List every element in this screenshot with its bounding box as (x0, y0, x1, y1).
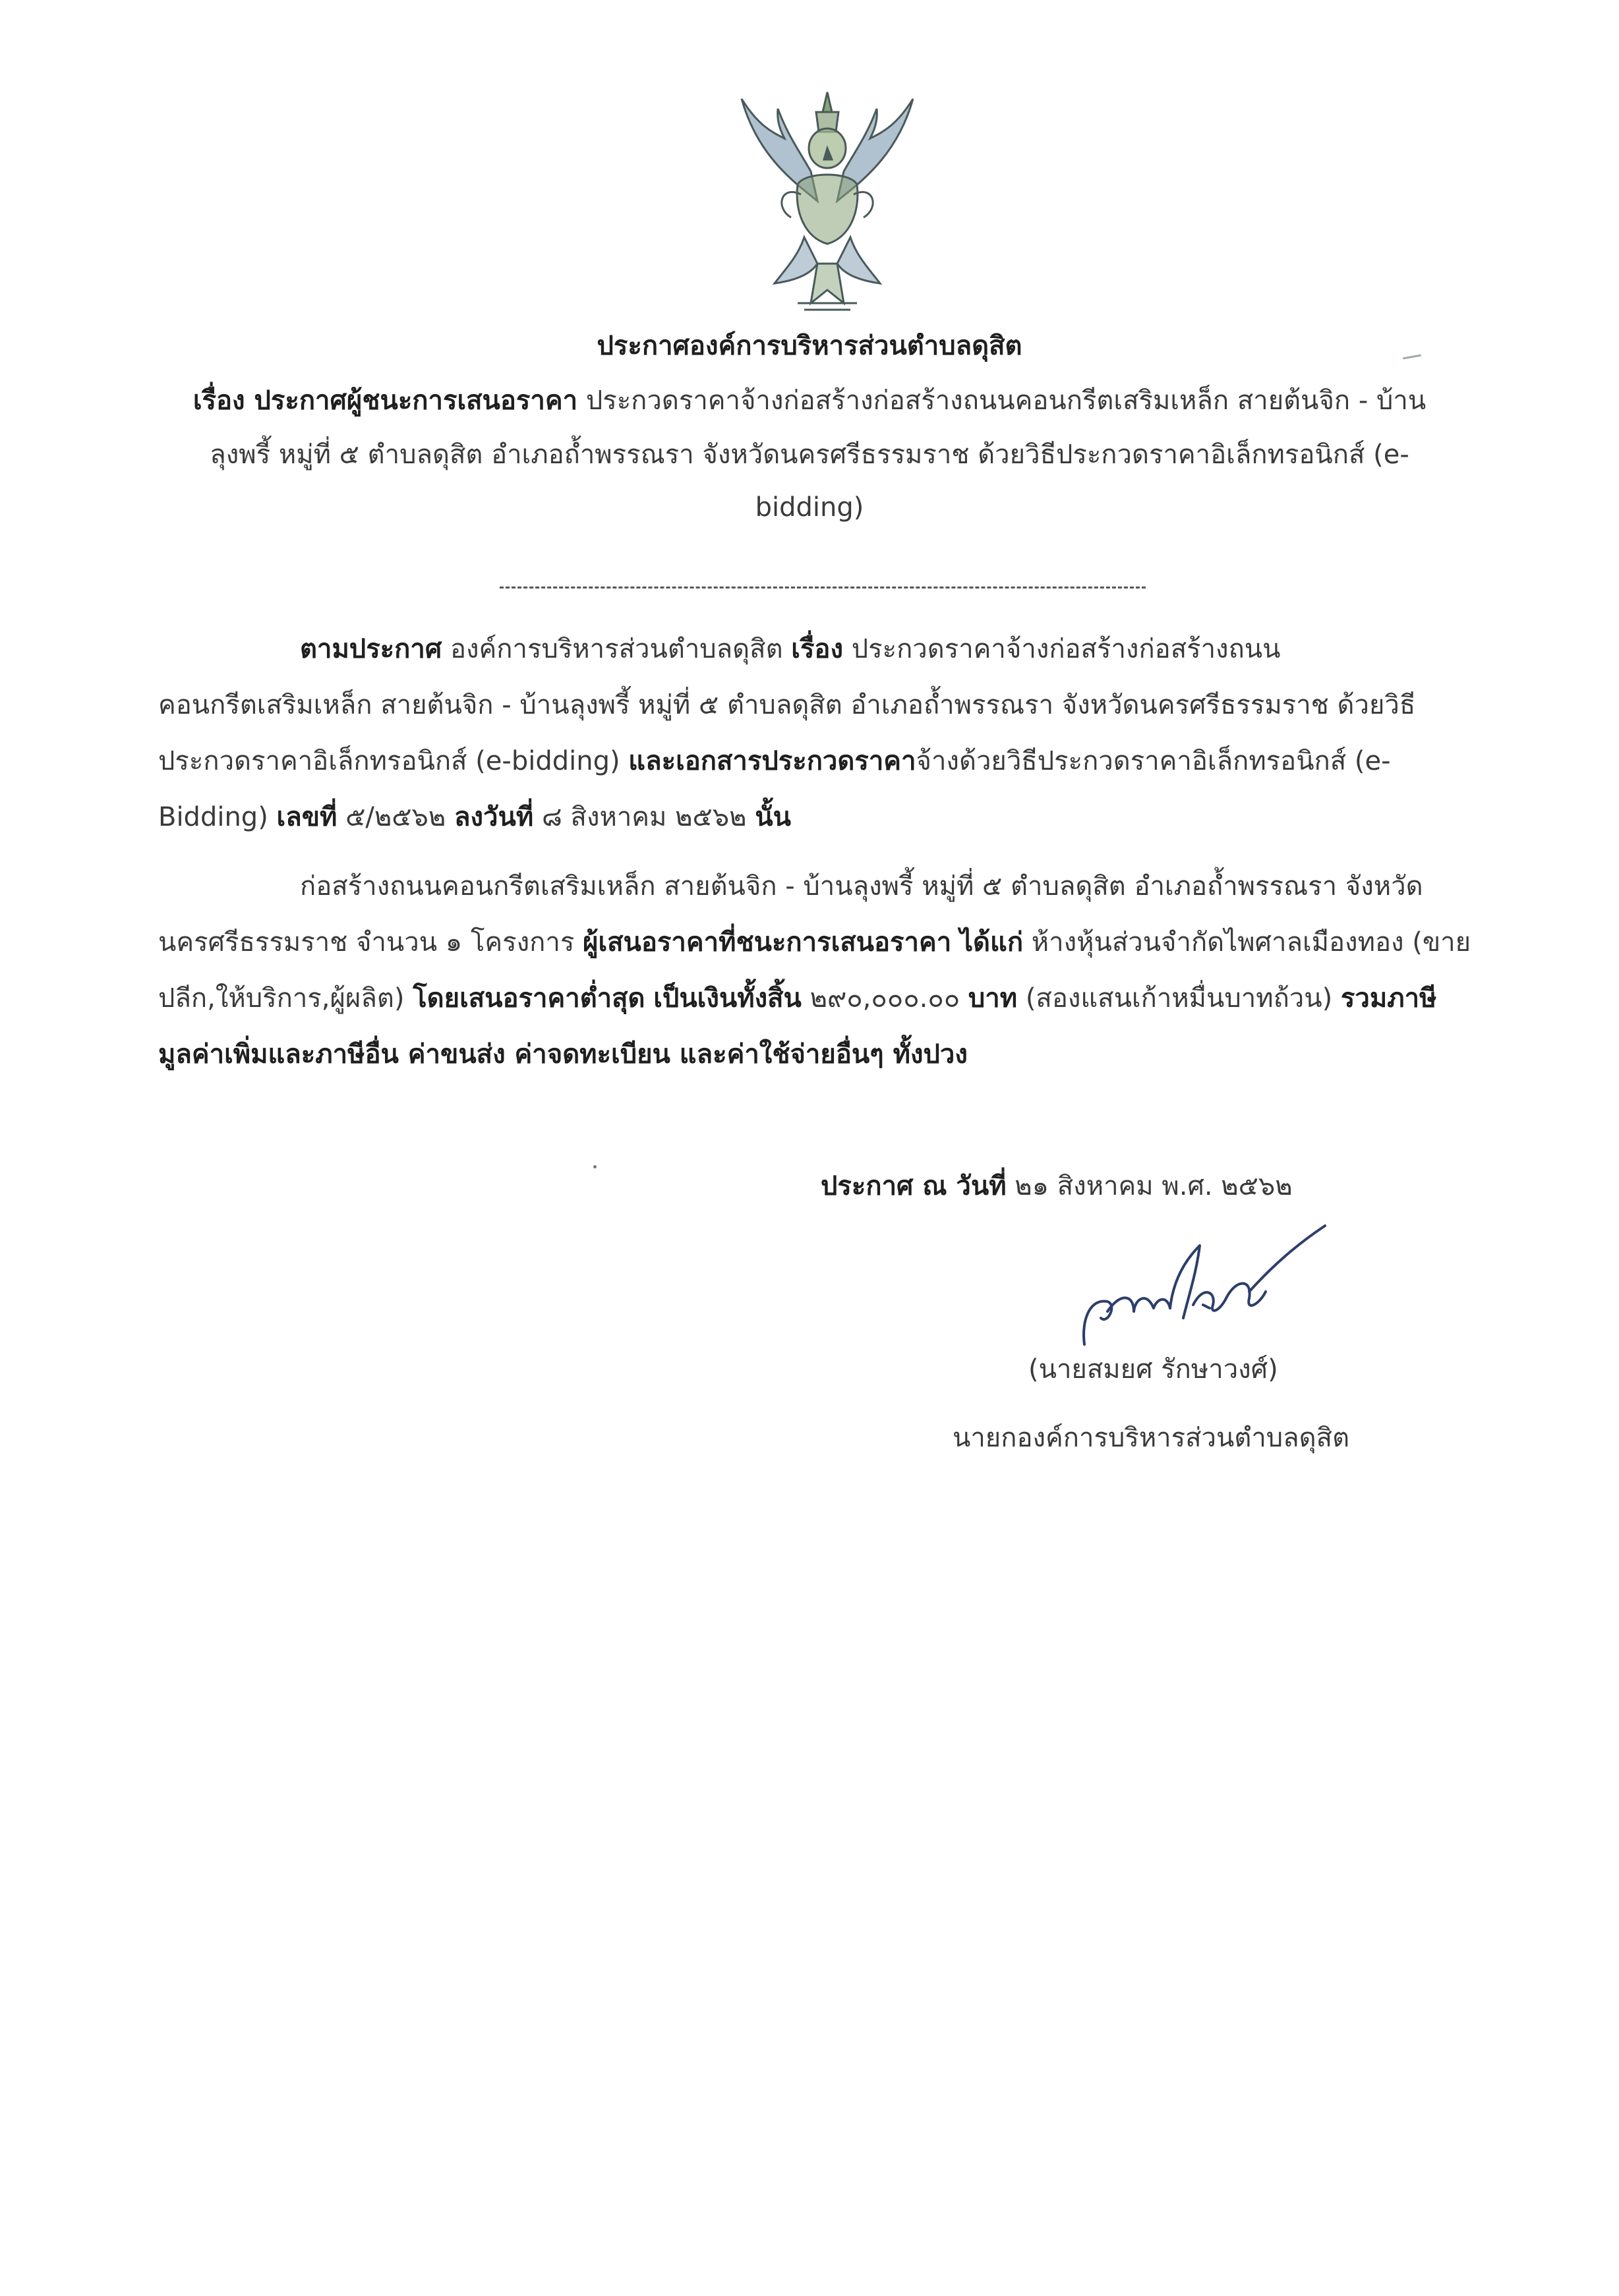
subject-line-2: ลุงพรี้ หมู่ที่ ๕ ตำบลดุสิต อำเภอถ้ำพรรณรา จังหวัดนครศรีธรรมราช ด้วยวิธีประกวดราคาอิเล็กทรอนิกส์ (e- (210, 440, 1409, 470)
p2-l2-a: นครศรีธรรมราช จำนวน ๑ โครงการ (158, 927, 575, 958)
handwritten-signature-icon (1061, 1219, 1338, 1364)
p2-l3-d: ๒๙๐,๐๐๐.๐๐ (810, 983, 960, 1014)
p2-l3-c: เป็นเงินทั้งสิ้น (653, 983, 802, 1014)
paragraph2-line3 (158, 979, 1436, 1018)
p2-l3-f: (สองแสนเก้าหมื่นบาทถ้วน) (1025, 983, 1333, 1014)
p1-l4-f: นั้น (755, 802, 791, 832)
p1-l3-a: ประกวดราคาอิเล็กทรอนิกส์ (e-bidding) (158, 746, 620, 776)
p2-l2-b: ผู้เสนอราคาที่ชนะการเสนอราคา (583, 927, 952, 958)
p1-l4-b: เลขที่ (276, 802, 338, 832)
p2-l2-c: ได้แก่ (959, 927, 1024, 958)
p1-l4-e: ๘ สิงหาคม ๒๕๖๒ (541, 802, 747, 832)
paragraph2-line1: ก่อสร้างถนนคอนกรีตเสริมเหล็ก สายต้นจิก - บ้านลุงพรี้ หมู่ที่ ๕ ตำบลดุสิต อำเภอถ้ำพรรณรา จังหวัด (300, 871, 1423, 902)
p1-text-a: ตามประกาศ (300, 634, 442, 664)
p1-l3-b: และเอกสารประกวดราคา (628, 746, 916, 776)
paragraph1-line1 (300, 629, 1280, 669)
p1-l4-a: Bidding) (158, 802, 268, 832)
p1-l4-c: ๕/๒๕๖๒ (345, 802, 446, 832)
paragraph1-line2: คอนกรีตเสริมเหล็ก สายต้นจิก - บ้านลุงพรี้ หมู่ที่ ๕ ตำบลดุสิต อำเภอถ้ำพรรณรา จังหวัดนครศรีธรรมราช ด้วยวิธี (158, 690, 1416, 720)
p2-l3-g: รวมภาษี (1340, 983, 1437, 1014)
subject-line-1 (0, 381, 1619, 420)
p1-l3-c: จ้างด้วยวิธีประกวดราคาอิเล็กทรอนิกส์ (e- (916, 746, 1391, 776)
paragraph2-line4: มูลค่าเพิ่มและภาษีอื่น ค่าขนส่ง ค่าจดทะเบียน และค่าใช้จ่ายอื่นๆ ทั้งปวง (158, 1039, 968, 1070)
announce-date-value: ๒๑ สิงหาคม พ.ศ. ๒๕๖๒ (1015, 1171, 1293, 1201)
p1-text-c: เรื่อง (791, 634, 843, 664)
paragraph1-line3 (158, 741, 1391, 781)
document-title: ประกาศองค์การบริหารส่วนตำบลดุสิต (597, 331, 1022, 361)
signer-name: (นายสมยศ รักษาวงศ์) (1028, 1354, 1278, 1385)
p2-l3-a: ปลีก,ให้บริการ,ผู้ผลิต) (158, 983, 405, 1014)
paragraph2-line2 (158, 923, 1471, 962)
announce-date-line (821, 1166, 1293, 1206)
divider-line (500, 587, 1146, 588)
p1-l4-d: ลงวันที่ (454, 802, 534, 832)
subject-label: เรื่อง ประกาศผู้ชนะการเสนอราคา (192, 386, 578, 416)
subject-line-3: bidding) (755, 492, 864, 523)
scan-speck (593, 1165, 597, 1168)
p1-text-d: ประกวดราคาจ้างก่อสร้างก่อสร้างถนน (851, 634, 1281, 664)
p2-l3-b: โดยเสนอราคาต่ำสุด (413, 983, 645, 1014)
p2-l3-e: บาท (968, 983, 1018, 1014)
subject-text-1: ประกวดราคาจ้างก่อสร้างก่อสร้างถนนคอนกรีตเสริมเหล็ก สายต้นจิก - บ้าน (585, 386, 1427, 416)
signer-position: นายกองค์การบริหารส่วนตำบลดุสิต (953, 1423, 1350, 1453)
paragraph1-line4 (158, 797, 791, 837)
garuda-emblem-icon (719, 86, 936, 323)
announce-date-label: ประกาศ ณ วันที่ (821, 1171, 1007, 1201)
p2-l2-d: ห้างหุ้นส่วนจำกัดไพศาลเมืองทอง (ขาย (1031, 927, 1471, 958)
p1-text-b: องค์การบริหารส่วนตำบลดุสิต (450, 634, 783, 664)
